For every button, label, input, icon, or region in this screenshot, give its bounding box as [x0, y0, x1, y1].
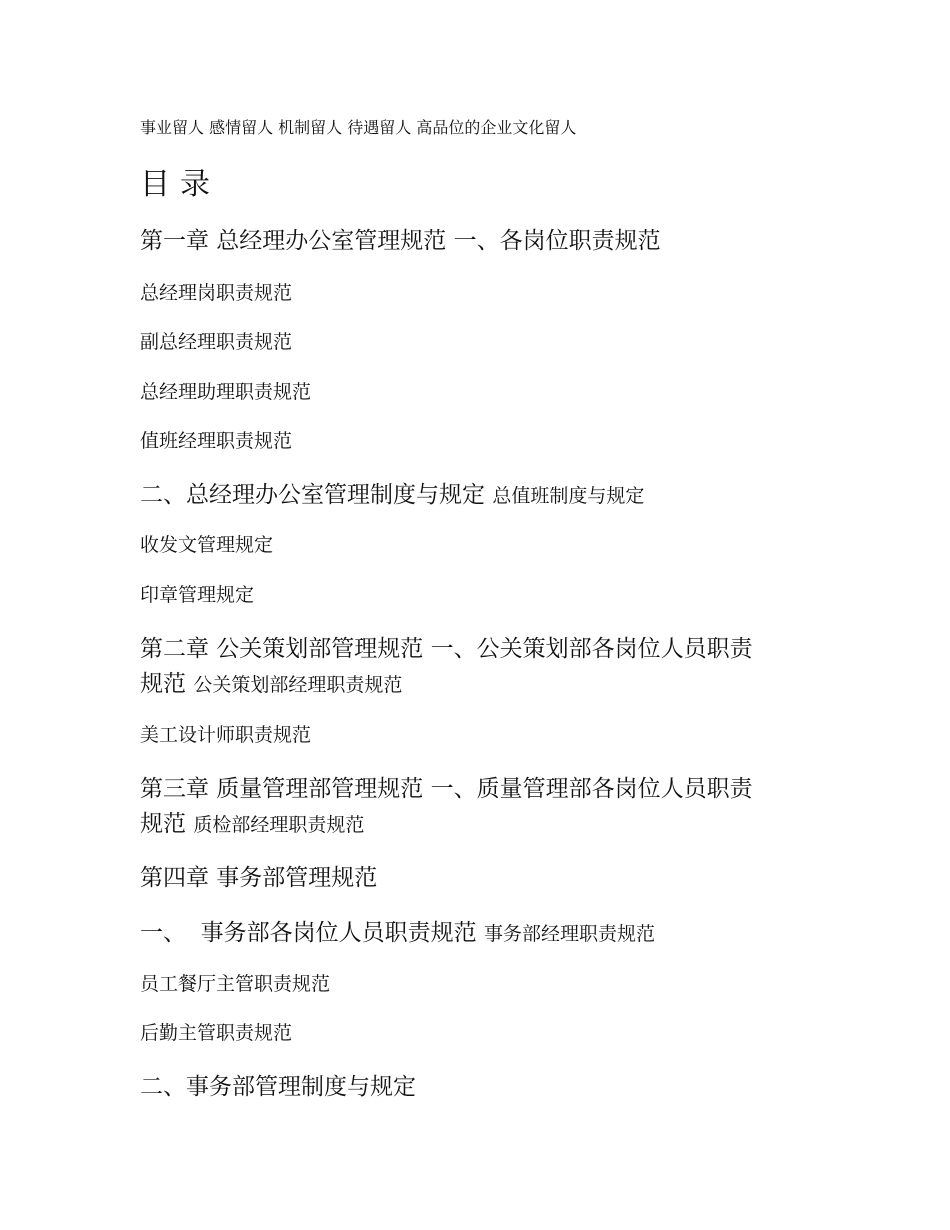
toc-item: 收发文管理规定 — [140, 534, 274, 556]
section-inline-item: 事务部经理职责规范 — [483, 923, 655, 945]
toc-title: 目录 — [140, 167, 220, 202]
heading-text: 规范 — [140, 811, 186, 837]
chapter-2-heading-cont — [140, 673, 402, 696]
toc-item: 员工餐厅主管职责规范 — [140, 973, 331, 995]
section-inline-item: 总值班制度与规定 — [492, 485, 645, 507]
tagline: 事业留人 感情留人 机制留人 待遇留人 高品位的企业文化留人 — [140, 118, 577, 137]
section-inline-item: 质检部经理职责规范 — [193, 814, 365, 836]
toc-item: 值班经理职责规范 — [140, 430, 293, 452]
toc-item: 副总经理职责规范 — [140, 331, 293, 353]
chapter-3-heading: 第三章 质量管理部管理规范 一、质量管理部各岗位人员职责 — [140, 776, 753, 802]
chapter-4-heading: 第四章 事务部管理规范 — [140, 865, 378, 891]
toc-item: 美工设计师职责规范 — [140, 724, 312, 746]
section-inline-item: 公关策划部经理职责规范 — [193, 674, 403, 696]
section-heading-text: 二、总经理办公室管理制度与规定 — [140, 482, 485, 508]
toc-item: 总经理助理职责规范 — [140, 381, 312, 403]
section-heading — [140, 484, 644, 507]
toc-item: 印章管理规定 — [140, 584, 255, 606]
section-heading: 二、事务部管理制度与规定 — [140, 1074, 416, 1100]
section-heading-text: 一、 事务部各岗位人员职责规范 — [140, 920, 477, 946]
chapter-3-heading-cont — [140, 813, 364, 836]
heading-text: 规范 — [140, 671, 186, 697]
toc-item: 后勤主管职责规范 — [140, 1022, 293, 1044]
chapter-2-heading: 第二章 公关策划部管理规范 一、公关策划部各岗位人员职责 — [140, 636, 753, 662]
section-heading — [140, 922, 655, 945]
toc-item: 总经理岗职责规范 — [140, 282, 293, 304]
chapter-1-heading: 第一章 总经理办公室管理规范 一、各岗位职责规范 — [140, 228, 661, 254]
